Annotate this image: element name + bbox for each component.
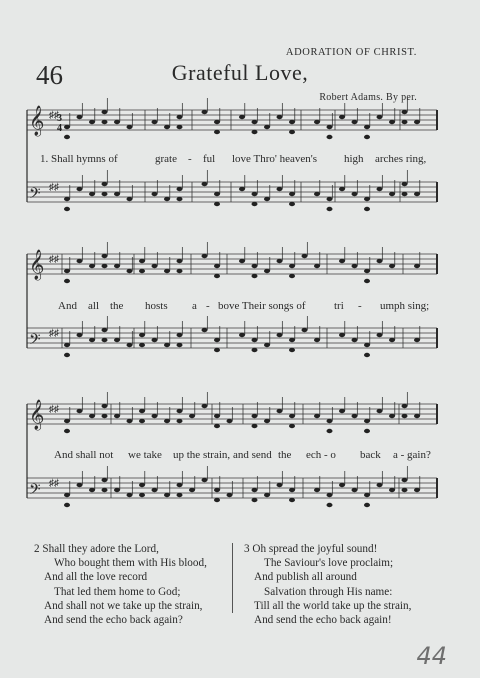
note-head (127, 125, 133, 129)
verse-line: Till all the world take up the strain, (254, 599, 412, 612)
note-head (177, 343, 183, 347)
composer-attribution: Robert Adams. By per. (319, 92, 417, 103)
note-head (139, 409, 145, 413)
note-head (364, 503, 370, 507)
note-head (289, 424, 295, 428)
note-head (77, 409, 83, 413)
note-head (139, 493, 145, 497)
lyric-word: hosts (145, 300, 168, 312)
note-head (139, 259, 145, 263)
note-head (177, 197, 183, 201)
note-head (239, 259, 245, 263)
note-head (239, 333, 245, 337)
note-head (202, 328, 208, 332)
note-head (264, 493, 270, 497)
note-head (214, 414, 220, 418)
note-head (164, 125, 170, 129)
lyric-word: And (58, 300, 77, 312)
verse-line: And publish all around (254, 571, 357, 584)
note-head (227, 493, 233, 497)
lyric-word: ech - o (306, 449, 336, 461)
note-head (327, 135, 333, 139)
hymn-number: 46 (36, 60, 63, 90)
note-head (289, 488, 295, 492)
note-head (177, 419, 183, 423)
note-head (152, 264, 158, 268)
note-head (339, 115, 345, 119)
note-head (352, 120, 358, 124)
note-head (102, 120, 108, 124)
note-head (402, 120, 408, 124)
note-head (339, 483, 345, 487)
note-head (139, 269, 145, 273)
note-head (102, 404, 108, 408)
note-head (214, 498, 220, 502)
note-head (289, 338, 295, 342)
note-head (139, 483, 145, 487)
lyric-word: tri (334, 300, 344, 312)
note-head (252, 414, 258, 418)
note-head (302, 328, 308, 332)
note-head (364, 493, 370, 497)
note-head (77, 333, 83, 337)
note-head (252, 338, 258, 342)
note-head (364, 197, 370, 201)
note-head (402, 404, 408, 408)
note-head (252, 202, 258, 206)
note-head (377, 483, 383, 487)
verse-line: And send the echo back again! (254, 614, 392, 627)
verse-line: That led them home to God; (54, 585, 181, 598)
note-head (89, 338, 95, 342)
time-signature: 3 (57, 113, 62, 124)
note-head (364, 269, 370, 273)
note-head (239, 187, 245, 191)
note-head (289, 348, 295, 352)
note-head (177, 333, 183, 337)
note-head (364, 419, 370, 423)
note-head (252, 264, 258, 268)
note-head (77, 187, 83, 191)
note-head (89, 264, 95, 268)
note-head (327, 493, 333, 497)
note-head (252, 120, 258, 124)
note-head (314, 414, 320, 418)
verse-2 (34, 542, 207, 627)
note-head (64, 503, 70, 507)
note-head (102, 182, 108, 186)
note-head (252, 488, 258, 492)
note-head (364, 207, 370, 211)
note-head (139, 333, 145, 337)
note-head (64, 207, 70, 211)
note-head (364, 135, 370, 139)
note-head (89, 488, 95, 492)
note-head (402, 110, 408, 114)
note-head (402, 414, 408, 418)
note-head (64, 269, 70, 273)
lyric-word: the (278, 449, 292, 461)
note-head (202, 478, 208, 482)
note-head (114, 338, 120, 342)
note-head (77, 483, 83, 487)
note-head (289, 498, 295, 502)
note-head (327, 503, 333, 507)
note-head (289, 202, 295, 206)
note-head (214, 338, 220, 342)
lyric-word: umph sing; (380, 300, 430, 312)
note-head (327, 197, 333, 201)
note-head (314, 338, 320, 342)
note-head (277, 483, 283, 487)
lyric-word: grate (155, 153, 177, 165)
treble-clef-icon: 𝄞 (29, 250, 45, 280)
note-head (164, 493, 170, 497)
note-head (252, 274, 258, 278)
note-head (139, 343, 145, 347)
note-head (389, 120, 395, 124)
note-head (202, 404, 208, 408)
note-head (139, 419, 145, 423)
note-head (389, 488, 395, 492)
note-head (102, 414, 108, 418)
sharp-icon: ♯♯ (49, 404, 59, 415)
treble-clef-icon: 𝄞 (29, 106, 45, 136)
note-head (152, 488, 158, 492)
note-head (164, 197, 170, 201)
note-head (289, 120, 295, 124)
lyric-word: all (88, 300, 99, 312)
note-head (414, 192, 420, 196)
note-head (177, 187, 183, 191)
lyric-word: love Thro' heaven's (232, 153, 318, 165)
lyric-word: we take (128, 449, 162, 461)
sharp-icon: ♯♯ (49, 328, 59, 339)
note-head (177, 125, 183, 129)
note-head (214, 130, 220, 134)
treble-clef-icon: 𝄞 (29, 400, 45, 430)
note-head (327, 419, 333, 423)
verse-line: And send the echo back again? (44, 614, 183, 627)
note-head (339, 409, 345, 413)
note-head (89, 120, 95, 124)
note-head (414, 488, 420, 492)
note-head (264, 197, 270, 201)
lyric-word: up the strain, (173, 449, 231, 461)
note-head (64, 493, 70, 497)
lyric-word: bove Their songs of (218, 300, 306, 312)
note-head (89, 414, 95, 418)
note-head (327, 125, 333, 129)
page-number: 44 (416, 642, 447, 670)
note-head (364, 279, 370, 283)
note-head (289, 414, 295, 418)
note-head (202, 182, 208, 186)
note-head (289, 264, 295, 268)
verse-line: And all the love record (44, 571, 148, 584)
verse-3 (244, 542, 411, 627)
note-head (214, 202, 220, 206)
note-head (64, 279, 70, 283)
note-head (389, 192, 395, 196)
note-head (239, 115, 245, 119)
sharp-icon: ♯♯ (49, 478, 59, 489)
verse-line: And shall not we take up the strain, (44, 599, 203, 612)
note-head (214, 424, 220, 428)
note-head (114, 120, 120, 124)
lyric-word: - (188, 153, 192, 165)
note-head (64, 429, 70, 433)
note-head (127, 197, 133, 201)
note-head (214, 274, 220, 278)
note-head (289, 130, 295, 134)
lyric-word: and send (233, 449, 272, 461)
note-head (252, 192, 258, 196)
note-head (377, 187, 383, 191)
note-head (127, 419, 133, 423)
note-head (264, 343, 270, 347)
note-head (102, 488, 108, 492)
note-head (114, 264, 120, 268)
lyric-word: a (192, 300, 197, 312)
note-head (102, 328, 108, 332)
sharp-icon: ♯♯ (49, 182, 59, 193)
note-head (164, 419, 170, 423)
note-head (164, 343, 170, 347)
note-head (102, 338, 108, 342)
note-head (352, 488, 358, 492)
note-head (402, 192, 408, 196)
note-head (364, 429, 370, 433)
note-head (214, 192, 220, 196)
note-head (377, 333, 383, 337)
section-heading: ADORATION OF CHRIST. (285, 47, 417, 58)
verse-line: Salvation through His name: (264, 585, 393, 598)
note-head (64, 125, 70, 129)
note-head (364, 343, 370, 347)
lyric-word: - (358, 300, 362, 312)
note-head (352, 264, 358, 268)
note-head (114, 488, 120, 492)
bass-clef-icon: 𝄢 (29, 185, 41, 206)
note-head (152, 414, 158, 418)
note-head (127, 269, 133, 273)
note-head (364, 125, 370, 129)
lyric-word: high (344, 153, 364, 165)
note-head (177, 259, 183, 263)
note-head (314, 264, 320, 268)
note-head (414, 264, 420, 268)
lyric-word: 1. Shall hymns of (40, 153, 118, 165)
note-head (252, 130, 258, 134)
note-head (64, 343, 70, 347)
note-head (64, 419, 70, 423)
note-head (102, 478, 108, 482)
time-signature: 4 (57, 123, 62, 134)
note-head (177, 409, 183, 413)
note-head (264, 269, 270, 273)
note-head (364, 353, 370, 357)
note-head (277, 187, 283, 191)
note-head (314, 120, 320, 124)
note-head (377, 259, 383, 263)
note-head (64, 135, 70, 139)
note-head (314, 192, 320, 196)
note-head (164, 269, 170, 273)
verse-line: 2 Shall they adore the Lord, (34, 543, 159, 555)
verse-line: 3 Oh spread the joyful sound! (244, 543, 378, 555)
note-head (289, 192, 295, 196)
note-head (377, 409, 383, 413)
note-head (352, 192, 358, 196)
note-head (177, 483, 183, 487)
bass-clef-icon: 𝄢 (29, 481, 41, 502)
note-head (264, 125, 270, 129)
note-head (402, 478, 408, 482)
note-head (414, 414, 420, 418)
lyric-word: arches ring, (375, 153, 427, 165)
note-head (127, 493, 133, 497)
note-head (414, 120, 420, 124)
note-head (302, 254, 308, 258)
note-head (64, 197, 70, 201)
note-head (289, 274, 295, 278)
note-head (214, 120, 220, 124)
lyric-word: And shall not (54, 449, 114, 461)
note-head (314, 488, 320, 492)
note-head (252, 348, 258, 352)
note-head (277, 259, 283, 263)
note-head (114, 192, 120, 196)
verse-line: The Saviour's love proclaim; (264, 557, 394, 570)
verse-line: Who bought them with His blood, (54, 557, 207, 570)
note-head (277, 115, 283, 119)
note-head (339, 259, 345, 263)
lyric-word: - (206, 300, 210, 312)
note-head (402, 488, 408, 492)
hymn-title: Grateful Love, (171, 60, 309, 85)
note-head (77, 115, 83, 119)
note-head (327, 429, 333, 433)
lyric-word: the (110, 300, 124, 312)
note-head (339, 333, 345, 337)
note-head (202, 254, 208, 258)
note-head (252, 498, 258, 502)
note-head (339, 187, 345, 191)
bass-clef-icon: 𝄢 (29, 331, 41, 352)
note-head (352, 414, 358, 418)
note-head (252, 424, 258, 428)
note-head (189, 488, 195, 492)
note-head (389, 338, 395, 342)
note-head (152, 120, 158, 124)
verse-divider (232, 543, 233, 613)
note-head (77, 259, 83, 263)
note-head (177, 269, 183, 273)
note-head (352, 338, 358, 342)
note-head (414, 338, 420, 342)
note-head (214, 488, 220, 492)
lyric-word: ful (203, 153, 216, 165)
note-head (264, 419, 270, 423)
note-head (152, 338, 158, 342)
note-head (177, 115, 183, 119)
note-head (327, 207, 333, 211)
note-head (102, 254, 108, 258)
note-head (177, 493, 183, 497)
note-head (402, 182, 408, 186)
note-head (389, 414, 395, 418)
sharp-icon: ♯♯ (49, 254, 59, 265)
note-head (214, 348, 220, 352)
note-head (102, 264, 108, 268)
note-head (277, 409, 283, 413)
note-head (114, 414, 120, 418)
sharp-icon: ♯♯ (49, 110, 59, 121)
note-head (389, 264, 395, 268)
note-head (227, 419, 233, 423)
note-head (377, 115, 383, 119)
note-head (202, 110, 208, 114)
note-head (277, 333, 283, 337)
lyric-word: back (360, 449, 381, 461)
note-head (89, 192, 95, 196)
note-head (152, 192, 158, 196)
note-head (214, 264, 220, 268)
note-head (102, 192, 108, 196)
note-head (102, 110, 108, 114)
note-head (64, 353, 70, 357)
note-head (189, 414, 195, 418)
note-head (127, 343, 133, 347)
lyric-word: a - gain? (393, 449, 431, 461)
